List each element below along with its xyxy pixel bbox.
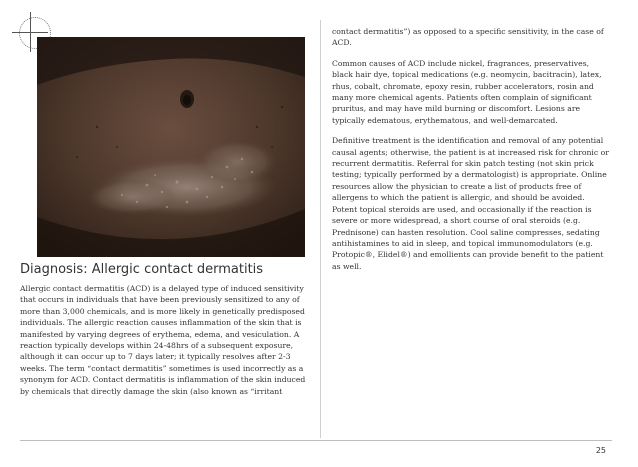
page-number: 25	[595, 446, 606, 455]
column-divider	[320, 20, 321, 438]
diagnosis-title: Diagnosis: Allergic contact dermatitis	[20, 262, 264, 277]
diagnosis-intro-paragraph: Allergic contact dermatitis (ACD) is a delayed type of induced sensitivity that occurs in individuals that have been previously sensitized to any of more than 3,000 chemicals, and is more likely in genetically predisposed individuals. The allergic reaction causes inflammation of the skin that is manifested by varying degrees of erythema, edema, and vesiculation. A reaction typically develops within 24-48hrs of a subsequent exposure, although it can occur up to 7 days later; it typically resolves after 2-3 weeks. The term “contact dermatitis” sometimes is used incorrectly as a synonym for ACD. Contact dermatitis is inflammation of the skin induced by chemicals that directly damage the skin (also known as “irritant	[20, 284, 306, 396]
clinical-photo	[37, 37, 305, 257]
causes-paragraph: Common causes of ACD include nickel, fragrances, preservatives, black hair dye, topical medications (e.g. neomycin, bacitracin), latex, rhus, cobalt, chromate, epoxy resin, rubber accelerators, rosin and many more chemical agents. Patients often complain of significant pruritus, and may have mild burning or discomfort. Lesions are typically edematous, erythematous, and well-demarcated.	[332, 58, 602, 125]
right-column	[332, 26, 612, 281]
footer-rule	[20, 440, 612, 441]
treatment-paragraph: Definitive treatment is the identification and removal of any potential causal agents; otherwise, the patient is at increased risk for chronic or recurrent dermatitis. Referral for skin patch testing (not skin prick testing; typically performed by a dermatologist) is appropriate. Online resources allow the physician to create a list of products free of allergens to which the patient is allergic, and should be avoided. Potent topical steroids are used, and occasionally if the reaction is severe or more widespread, a short course of oral steroids (e.g. Prednisone) can hasten resolution. Cool saline compresses, sedating antihistamines to aid in sleep, and topical immunomodulators (e.g. Protopic®, Elidel®) and emollients can provide benefit to the patient as well.	[332, 136, 609, 271]
continuation-paragraph: contact dermatitis”) as opposed to a specific sensitivity, in the case of ACD.	[332, 27, 604, 48]
